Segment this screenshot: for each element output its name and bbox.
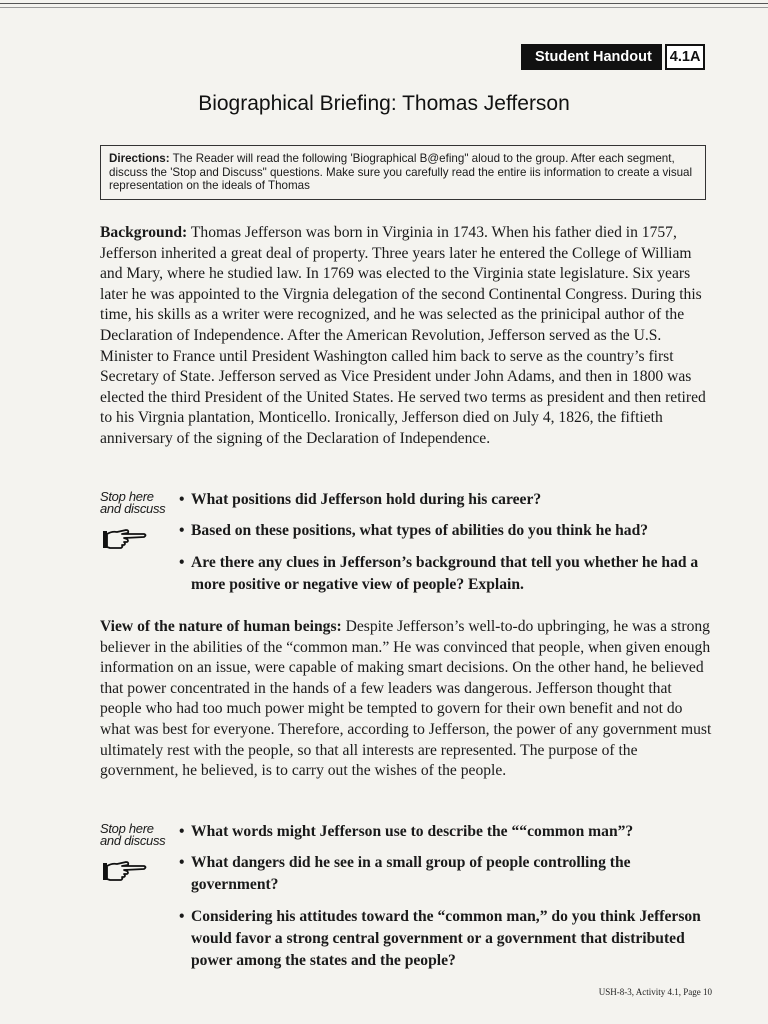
directions-label: Directions: <box>109 152 170 165</box>
question-item <box>179 489 714 511</box>
question-item <box>179 852 714 896</box>
pointing-hand-icon <box>102 860 148 882</box>
question-text: Based on these positions, what types of abilities do you think he had? <box>191 522 649 539</box>
bullet: • <box>179 854 185 871</box>
top-rule <box>0 3 768 4</box>
stop-label-line1: Stop here <box>100 821 154 836</box>
background-text: Thomas Jefferson was born in Virginia in 1743. When his father died in 1757, Jefferson inherited a great deal of property. Three years later he entered the College of William and Mary, where he studied law. In 1769 was elected to the Virginia state legislature. Six years later he was appointed to the Virgnia delegation of the second Continental Congress. During this time, his skills as a writer were recognized, and he was selected as the prinicipal author of the Declaration of Independence. After the American Revolution, Jefferson served as the U.S. Minister to France until President Washington called him back to serve as the country’s first Secretary of State. Jefferson served as Vice President under John Adams, and then in 1800 was elected the third President of the United States. He served two terms as president and then retired to his Virgnia plantation, Monticello. Ironically, Jefferson died on July 4, 1826, the fiftieth anniversary of the signing of the Declaration of Independence. <box>100 224 706 447</box>
stop-label-line2: and discuss <box>100 501 166 516</box>
bullet: • <box>179 823 185 840</box>
bullet: • <box>179 554 185 571</box>
question-text: Are there any clues in Jefferson’s background that tell you whether he had a more positive or negative view of people? Explain. <box>191 554 699 593</box>
question-item <box>179 520 714 542</box>
bullet: • <box>179 522 185 539</box>
question-text: Considering his attitudes toward the “common man,” do you think Jefferson would favor a strong central government or a government that distributed power among the states and the people? <box>191 908 701 969</box>
question-text: What dangers did he see in a small group of people controlling the government? <box>191 854 631 893</box>
page-title: Biographical Briefing: Thomas Jefferson <box>198 92 570 115</box>
question-item <box>179 821 714 843</box>
bullet: • <box>179 491 185 508</box>
question-text: What positions did Jefferson hold during his career? <box>191 491 542 508</box>
handout-badge <box>521 44 705 70</box>
background-label: Background: <box>100 224 188 241</box>
nature-text: Despite Jefferson’s well-to-do upbringing, he was a strong believer in the abilities of the “common man.” He was convinced that people, when given enough information on an issue, were capable of making smart decisions. On the other hand, he believed that power concentrated in the hands of a few leaders was dangerous. Jefferson thought that people who had too much power might be tempted to govern for their own benefit and not do what was best for everyone. Therefore, according to Jefferson, the power of any government must ultimately rest with the people, so that all interests are represented. The purpose of the government, he believed, is to carry out the wishes of the people. <box>100 618 712 780</box>
page-footer: USH-8-3, Activity 4.1, Page 10 <box>598 987 712 997</box>
stop-label-line2: and discuss <box>100 833 166 848</box>
pointing-hand-icon <box>102 528 148 550</box>
stop-and-discuss-label <box>100 823 180 847</box>
nature-label: View of the nature of human beings: <box>100 618 342 635</box>
question-item <box>179 552 714 596</box>
bullet: • <box>179 908 185 925</box>
directions-box <box>100 145 706 200</box>
question-text: What words might Jefferson use to describe the ““common man”? <box>191 823 634 840</box>
question-item <box>179 906 714 972</box>
top-rule-secondary <box>0 7 768 8</box>
background-paragraph <box>100 223 712 450</box>
handout-label: Student Handout <box>521 44 662 70</box>
stop-and-discuss-label <box>100 491 180 515</box>
nature-paragraph <box>100 617 712 782</box>
handout-code: 4.1A <box>665 44 706 70</box>
directions-text: The Reader will read the following 'Biographical B@efing" aloud to the group. After each segment, discuss the 'Stop and Discuss" questions. Make sure you carefully read the entire iis information to create a visual representation on the ideals of Thomas <box>109 152 693 192</box>
stop-label-line1: Stop here <box>100 489 154 504</box>
